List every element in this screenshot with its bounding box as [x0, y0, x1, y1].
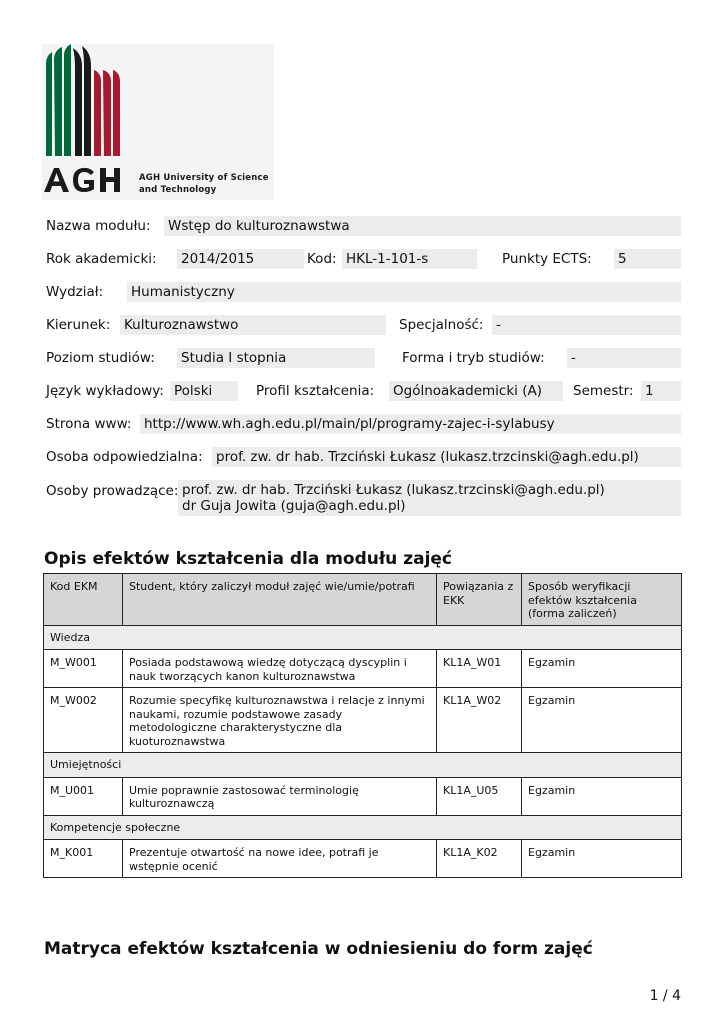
semester-label: Semestr:	[573, 383, 634, 399]
responsible-person-label: Osoba odpowiedzialna:	[46, 449, 203, 465]
agh-logo	[42, 44, 274, 200]
header-verification: Sposób weryfikacji efektów kształcenia (forma zaliczeń)	[522, 574, 682, 626]
learning-outcomes-table	[43, 573, 682, 878]
header-links: Powiązania z EKK	[437, 574, 522, 626]
ects-value: 5	[614, 249, 681, 269]
table-row	[44, 650, 682, 688]
responsible-person-value: prof. zw. dr hab. Trzciński Łukasz (lukasz.trzcinski@agh.edu.pl)	[212, 447, 681, 467]
cell-outcome: Prezentuje otwartość na nowe idee, potrafi je wstępnie ocenić	[123, 840, 437, 878]
cell-verification: Egzamin	[522, 688, 682, 753]
language-value: Polski	[170, 381, 238, 401]
academic-year-label: Rok akademicki:	[46, 251, 157, 267]
specialty-label: Specjalność:	[399, 317, 484, 333]
profile-label: Profil kształcenia:	[256, 383, 375, 399]
table-row	[44, 777, 682, 815]
cell-verification: Egzamin	[522, 777, 682, 815]
cell-code: M_W001	[44, 650, 123, 688]
semester-value: 1	[641, 381, 681, 401]
cell-code: M_U001	[44, 777, 123, 815]
instructors-label: Osoby prowadzące:	[46, 483, 179, 499]
profile-value: Ogólnoakademicki (A)	[389, 381, 563, 401]
cell-outcome: Umie poprawnie zastosować terminologię kulturoznawczą	[123, 777, 437, 815]
instructor-1: prof. zw. dr hab. Trzciński Łukasz (lukasz.trzcinski@agh.edu.pl)	[182, 482, 605, 498]
specialty-value: -	[492, 315, 681, 335]
page-number: 1 / 4	[649, 988, 681, 1004]
academic-year-value: 2014/2015	[177, 249, 304, 269]
faculty-label: Wydział:	[46, 284, 104, 300]
university-name-line2: and Technology	[139, 185, 217, 195]
cell-outcome: Rozumie specyfikę kulturoznawstwa i relacje z innymi naukami, rozumie podstawowe zasady metodologiczne charakterystyczne dla kuoturoznawstwa	[123, 688, 437, 753]
cell-outcome: Posiada podstawową wiedzę dotyczącą dyscyplin i nauk tworzących kanon kulturoznawstwa	[123, 650, 437, 688]
table-row	[44, 688, 682, 753]
language-label: Język wykładowy:	[46, 383, 164, 399]
cell-code: M_W002	[44, 688, 123, 753]
cell-code: M_K001	[44, 840, 123, 878]
code-value: HKL-1-101-s	[342, 249, 477, 269]
group-row-skills	[44, 753, 682, 778]
group-row-knowledge	[44, 625, 682, 650]
section-title-outcomes-matrix: Matryca efektów kształcenia w odniesieniu do form zajęć	[44, 939, 593, 959]
cell-verification: Egzamin	[522, 840, 682, 878]
university-name	[139, 172, 269, 196]
study-level-value: Studia I stopnia	[177, 348, 375, 368]
cell-links: KL1A_W01	[437, 650, 522, 688]
instructor-2: dr Guja Jowita (guja@agh.edu.pl)	[182, 498, 406, 514]
table-row	[44, 840, 682, 878]
table-header-row	[44, 574, 682, 626]
website-label: Strona www:	[46, 416, 132, 432]
cell-verification: Egzamin	[522, 650, 682, 688]
module-name-value: Wstęp do kulturoznawstwa	[164, 216, 681, 236]
group-label: Kompetencje społeczne	[44, 815, 682, 840]
field-of-study-value: Kulturoznawstwo	[120, 315, 386, 335]
cell-links: KL1A_U05	[437, 777, 522, 815]
field-of-study-label: Kierunek:	[46, 317, 111, 333]
group-row-social-competences	[44, 815, 682, 840]
university-name-line1: AGH University of Science	[139, 173, 269, 183]
header-outcome: Student, który zaliczył moduł zajęć wie/umie/potrafi	[123, 574, 437, 626]
header-code: Kod EKM	[44, 574, 123, 626]
code-label: Kod:	[307, 251, 337, 267]
website-value[interactable]: http://www.wh.agh.edu.pl/main/pl/programy-zajec-i-sylabusy	[140, 414, 681, 434]
group-label: Umiejętności	[44, 753, 682, 778]
section-title-learning-outcomes: Opis efektów kształcenia dla modułu zajęć	[44, 549, 453, 569]
group-label: Wiedza	[44, 625, 682, 650]
ects-label: Punkty ECTS:	[502, 251, 592, 267]
cell-links: KL1A_K02	[437, 840, 522, 878]
study-level-label: Poziom studiów:	[46, 350, 155, 366]
study-mode-label: Forma i tryb studiów:	[402, 350, 545, 366]
module-name-label: Nazwa modułu:	[46, 218, 151, 234]
faculty-value: Humanistyczny	[127, 282, 681, 302]
instructors-value	[178, 480, 681, 516]
cell-links: KL1A_W02	[437, 688, 522, 753]
study-mode-value: -	[567, 348, 681, 368]
